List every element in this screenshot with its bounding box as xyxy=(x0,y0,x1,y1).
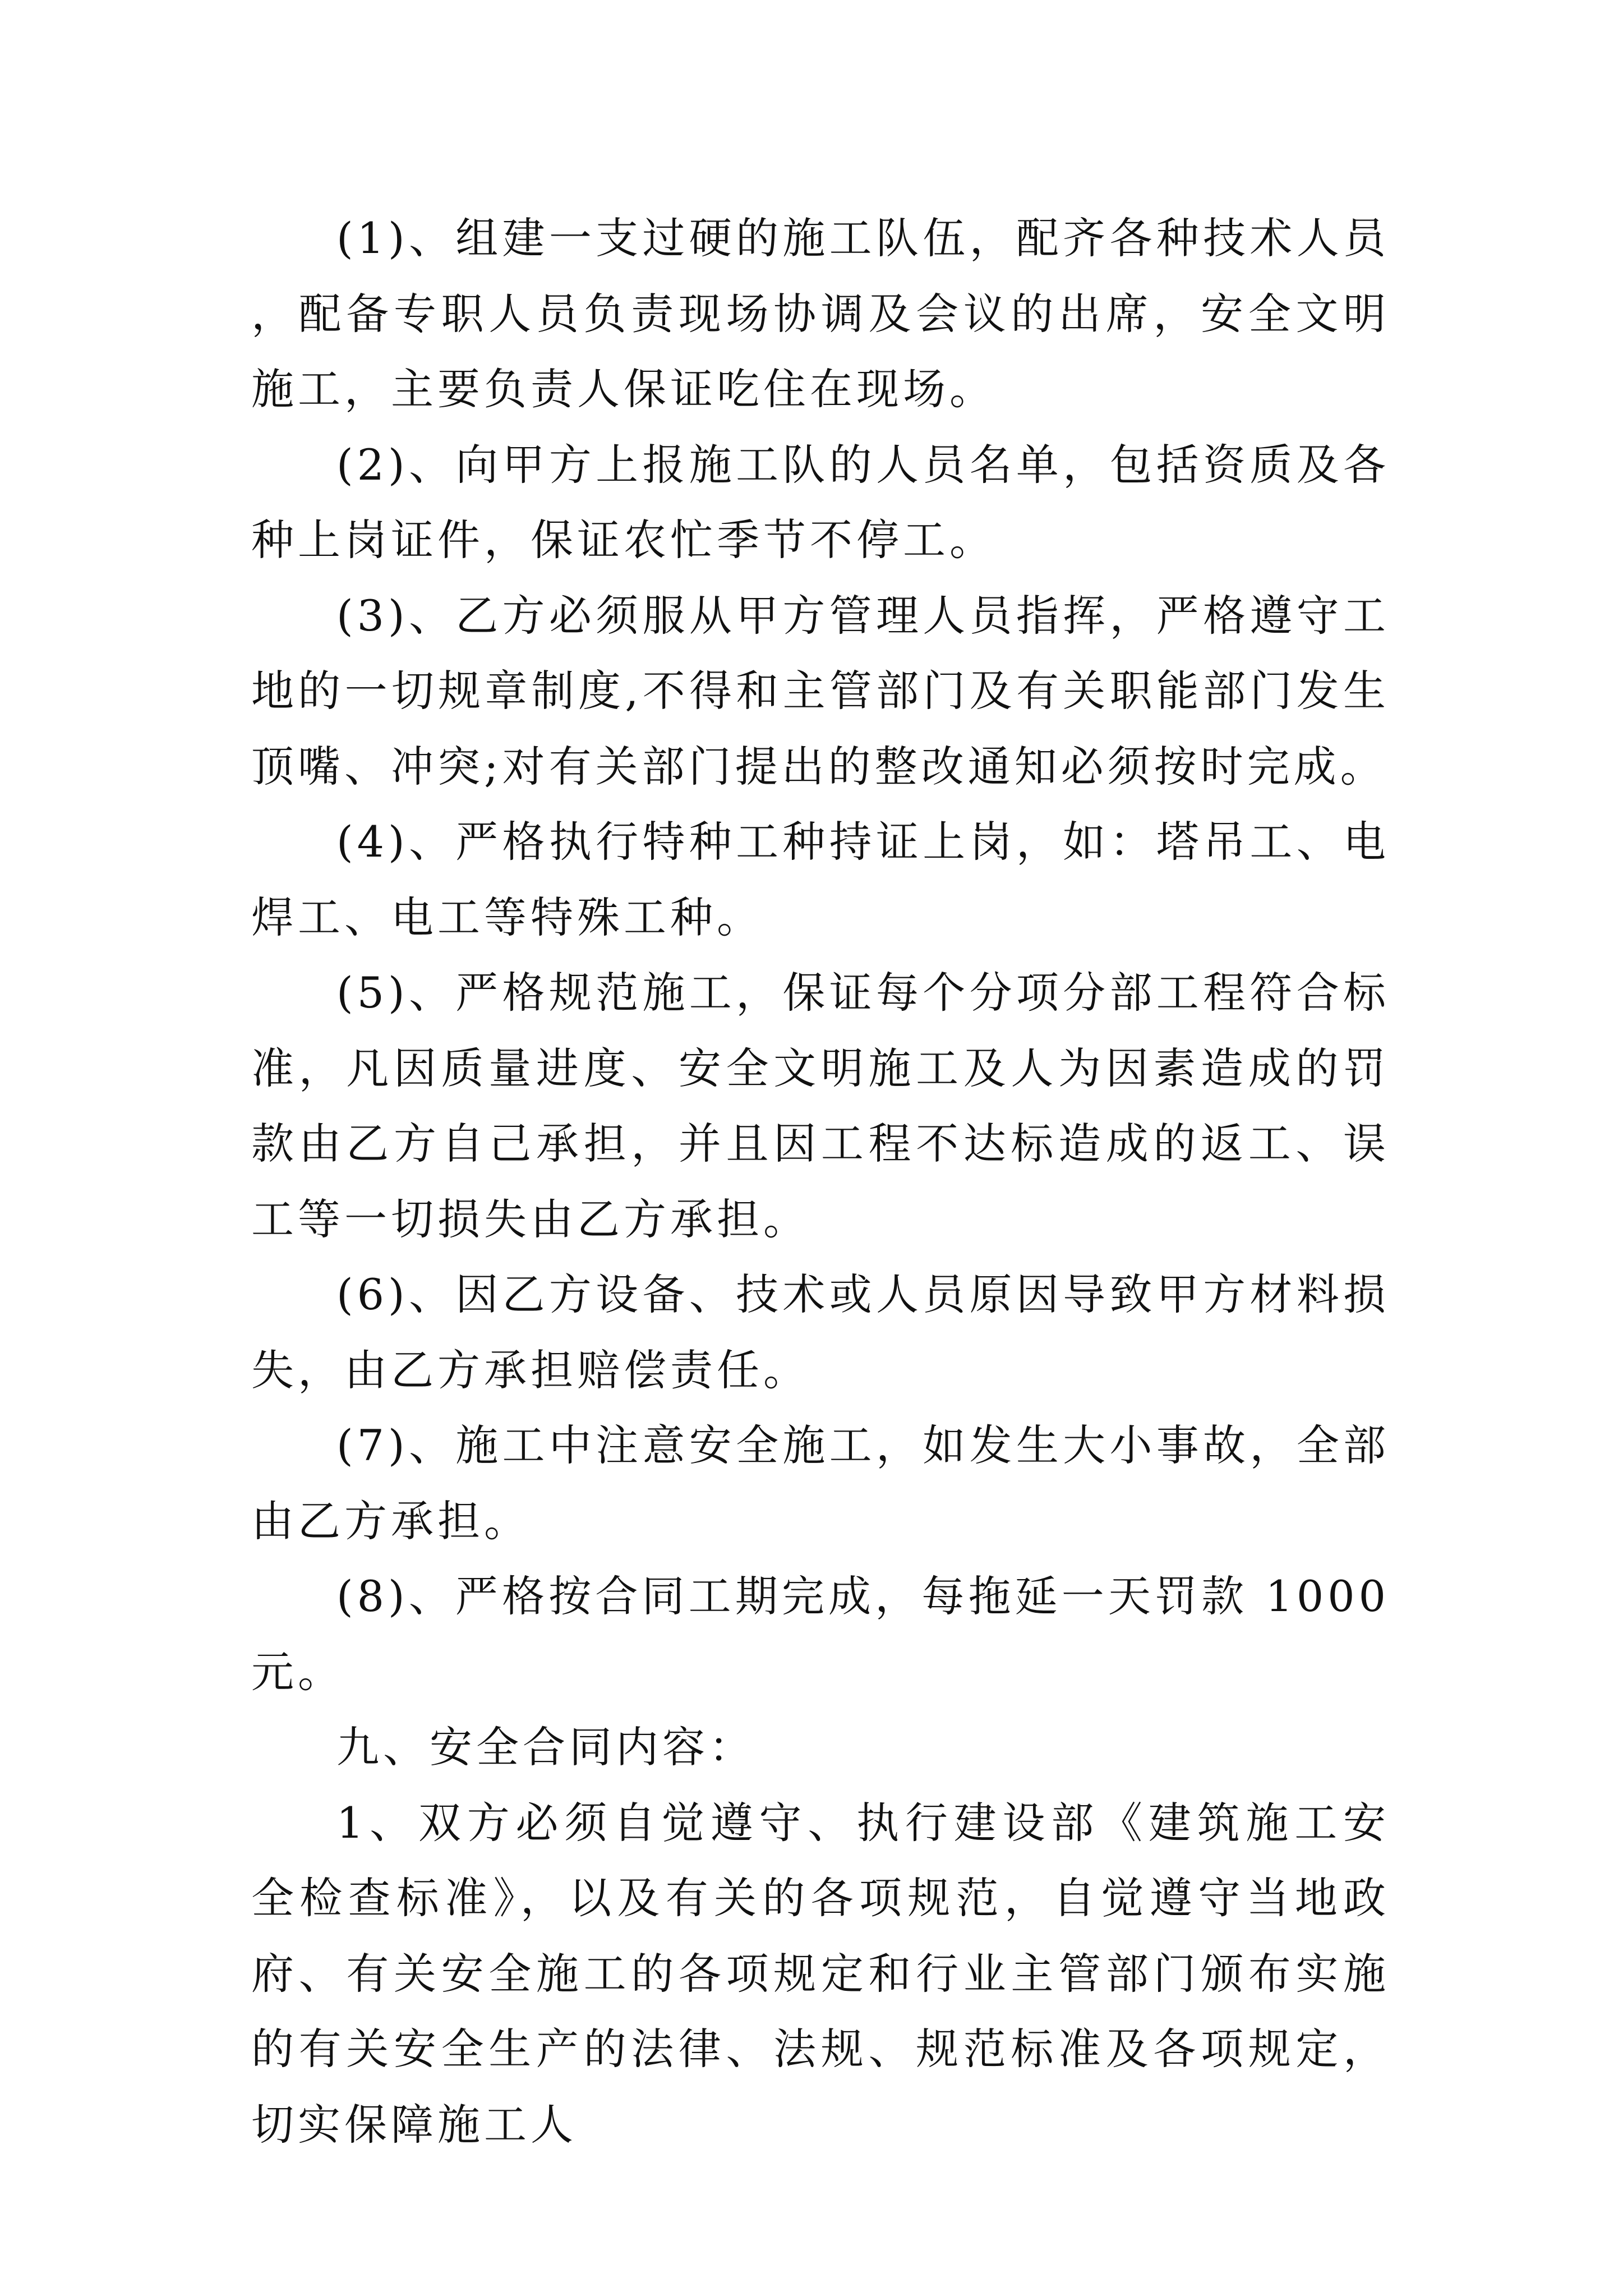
paragraph-1: (1)、组建一支过硬的施工队伍，配齐各种技术人员，配备专职人员负责现场协调及会议的出席，安全文明施工，主要负责人保证吃住在现场。 xyxy=(251,213,1390,414)
paragraph-4: (4)、严格执行特种工种持证上岗，如：塔吊工、电焊工、电工等特殊工种。 xyxy=(251,817,1390,942)
paragraph-5: (5)、严格规范施工，保证每个分项分部工程符合标准，凡因质量进度、安全文明施工及人为因素造成的罚款由乙方自己承担，并且因工程不达标造成的返工、误工等一切损失由乙方承担。 xyxy=(251,968,1390,1244)
paragraph-safety-1: 1、双方必须自觉遵守、执行建设部《建筑施工安全检查标准》，以及有关的各项规范，自觉遵守当地政府、有关安全施工的各项规定和行业主管部门颁布实施的有关安全生产的法律、法规、规范标准及各项规定，切实保障施工人 xyxy=(251,1797,1390,2150)
document-body xyxy=(251,201,1390,2162)
paragraph-6: (6)、因乙方设备、技术或人员原因导致甲方材料损失，由乙方承担赔偿责任。 xyxy=(251,1269,1390,1395)
paragraph-3: (3)、乙方必须服从甲方管理人员指挥，严格遵守工地的一切规章制度,不得和主管部门及有关职能部门发生顶嘴、冲突;对有关部门提出的整改通知必须按时完成。 xyxy=(251,590,1390,792)
paragraph-8: (8)、严格按合同工期完成，每拖延一天罚款 1000 元。 xyxy=(251,1571,1390,1697)
paragraph-2: (2)、向甲方上报施工队的人员名单，包括资质及各种上岗证件，保证农忙季节不停工。 xyxy=(251,439,1390,565)
section-heading-safety-contract: 九、安全合同内容： xyxy=(336,1722,755,1772)
paragraph-7: (7)、施工中注意安全施工，如发生大小事故，全部由乙方承担。 xyxy=(251,1420,1390,1546)
